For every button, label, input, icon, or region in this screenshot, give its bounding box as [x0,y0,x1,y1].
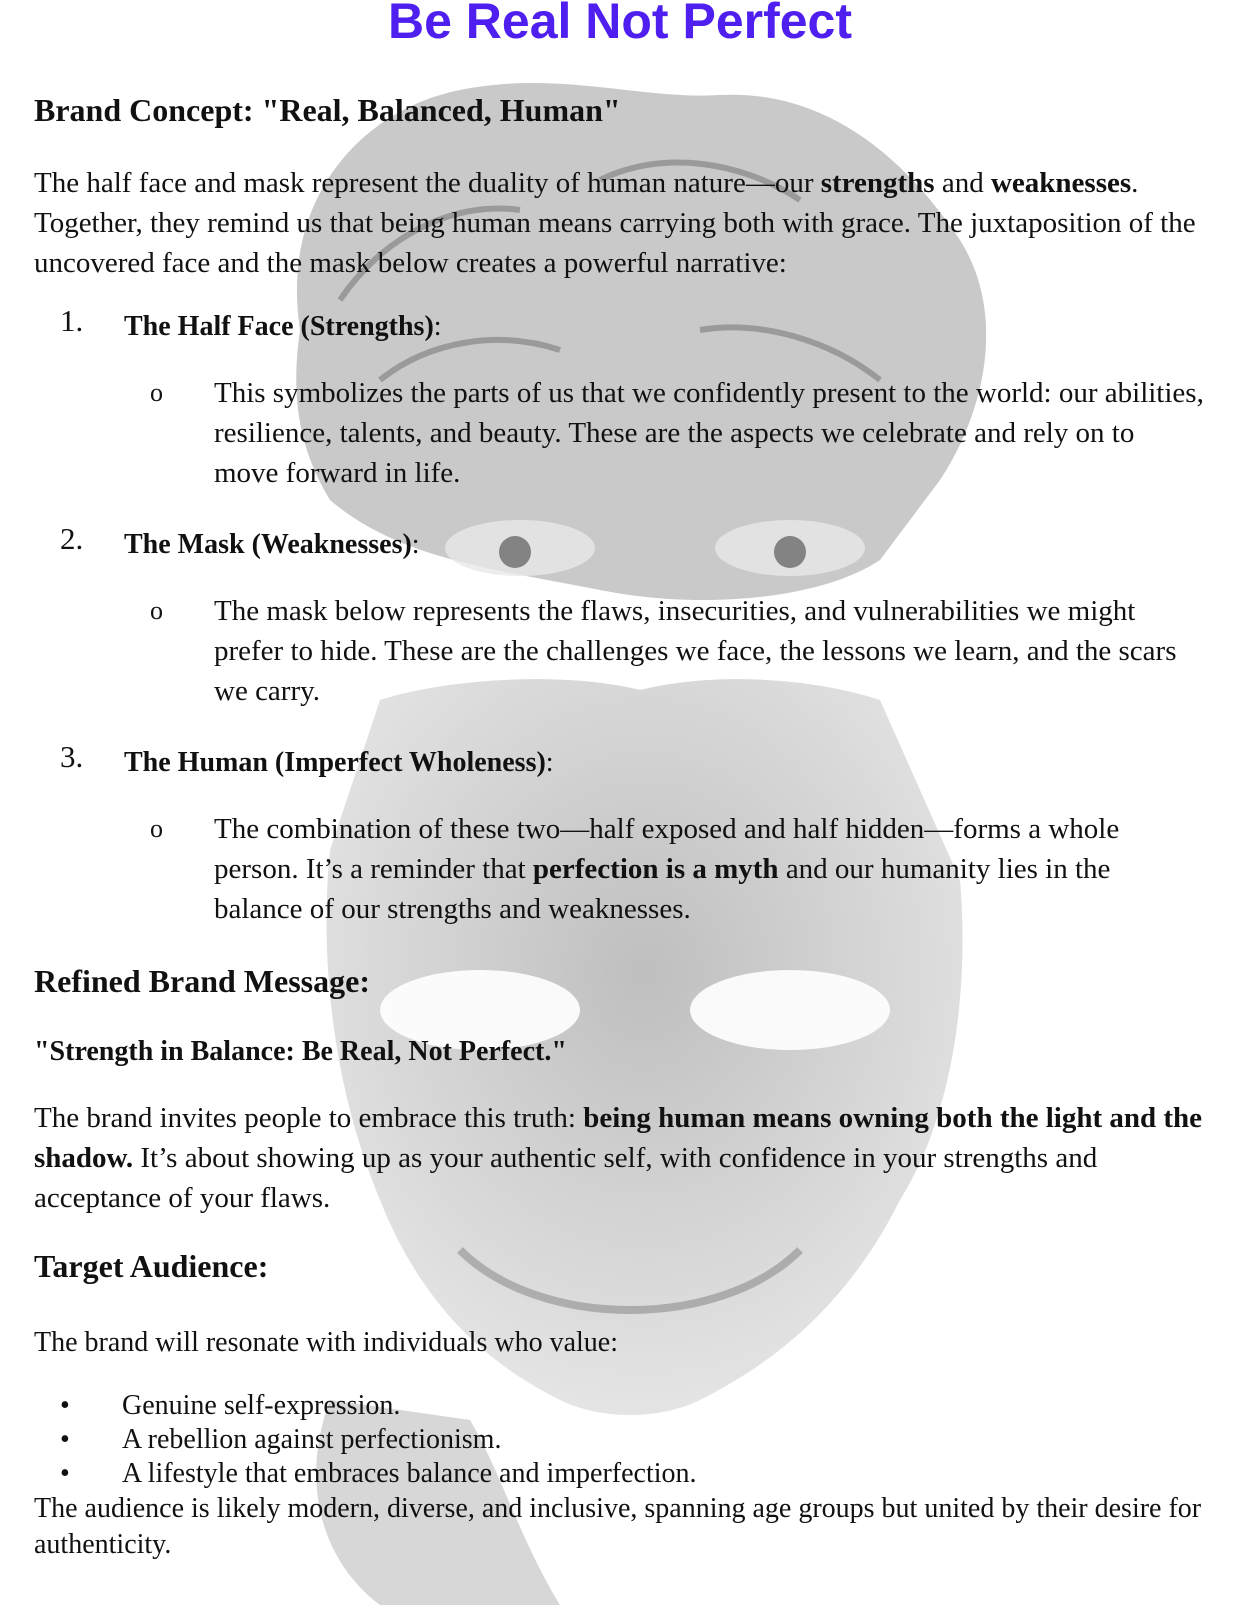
brand-concept-heading: Brand Concept: "Real, Balanced, Human" [34,92,621,128]
refined-message-heading: Refined Brand Message: [34,963,370,999]
item-description: o This symbolizes the parts of us that we confidently present to the world: our abilities, resilience, talents, and beauty. These are the aspects we celebrate and rely on to move forward in life. [34,373,1206,493]
list-item [34,303,1206,493]
list-item [34,739,1206,929]
bullet-icon: • [60,1424,70,1455]
item-number: 1. [60,303,84,338]
list-item: • A lifestyle that embraces balance and imperfection. [60,1458,697,1489]
item-description: o The combination of these two—half exposed and half hidden—forms a whole person. It’s a reminder that perfection is a myth and our humanity lies in the balance of our strengths and weaknesses. [34,809,1206,929]
item-description: o The mask below represents the flaws, insecurities, and vulnerabilities we might prefer to hide. These are the challenges we face, the lessons we learn, and the scars we carry. [34,591,1206,711]
target-audience-heading: Target Audience: [34,1248,269,1284]
concept-intro: The half face and mask represent the duality of human nature—our strengths and weaknesses. Together, they remind us that being human means carrying both with grace. The juxtaposition of the uncovered face and the mask below creates a powerful narrative: [34,167,1196,279]
audience-closing: The audience is likely modern, diverse, and inclusive, spanning age groups but united by their desire for authenticity. [34,1493,1202,1560]
bullet-icon: • [60,1390,70,1421]
circle-bullet-icon: o [150,596,163,625]
item-number: 3. [60,739,84,774]
audience-intro: The brand will resonate with individuals who value: [34,1327,618,1358]
page-title: Be Real Not Perfect [387,0,853,49]
brand-tagline: "Strength in Balance: Be Real, Not Perfect." [34,1036,567,1067]
item-number: 2. [60,521,84,556]
bullet-icon: • [60,1458,70,1489]
circle-bullet-icon: o [150,378,163,407]
audience-values-list [34,1389,1206,1491]
item-heading: 2. The Mask (Weaknesses): [60,521,420,560]
list-item: • A rebellion against perfectionism. [60,1424,502,1455]
item-heading: 3. The Human (Imperfect Wholeness): [60,739,554,778]
list-item: • Genuine self-expression. [60,1390,401,1421]
circle-bullet-icon: o [150,814,163,843]
concept-list [34,303,1206,929]
list-item [34,521,1206,711]
item-heading: 1. The Half Face (Strengths): [60,303,442,342]
refined-message-text: The brand invites people to embrace this truth: being human means owning both the light and the shadow. It’s about showing up as your authentic self, with confidence in your strengths and acceptance of your flaws. [34,1102,1203,1214]
